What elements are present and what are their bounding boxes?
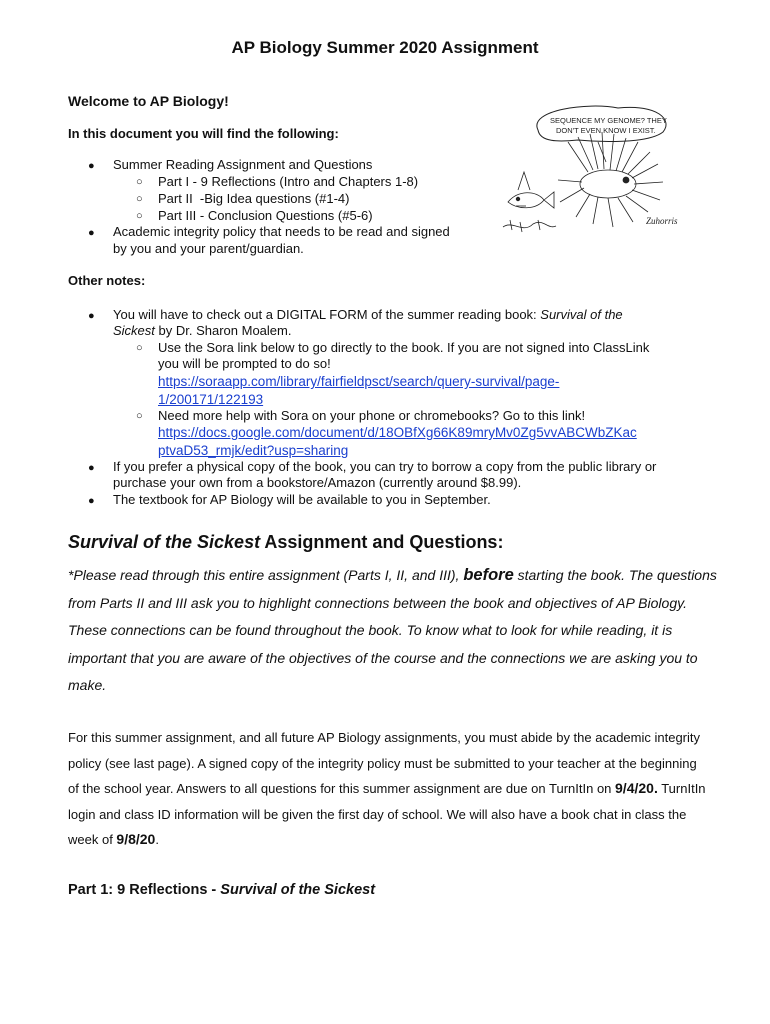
book-title-italic: Survival of the [540,307,623,322]
note1-author: by Dr. Sharon Moalem. [154,323,292,338]
intro-text-b: starting the book. The questions from Parts II and III ask you to highlight connections between the book and objectives of AP Biology. These connections can be found throughout the book. To know what to look for while reading, it is important that you are aware of the objectives of the course and the connections we are asking you to make. [68,567,717,693]
small-fish-drawing [508,172,554,208]
list-item: The textbook for AP Biology will be available to you in September. [113,492,491,507]
sora-link-line1[interactable]: https://soraapp.com/library/fairfieldpsct/search/query-survival/page- [158,374,560,389]
sketch-caption-line1: SEQUENCE MY GENOME? THEY [550,116,667,125]
list-item-continued: by you and your parent/guardian. [113,241,304,256]
note1-text: You will have to check out a DIGITAL FORM of the summer reading book: [113,307,541,322]
sora-link-line2[interactable]: 1/200171/122193 [158,392,264,407]
seafloor-drawing [503,220,556,232]
circle-bullet-icon: ○ [136,410,143,422]
welcome-heading: Welcome to AP Biology! [68,93,229,109]
circle-bullet-icon: ○ [136,193,143,205]
heading-book-title: Survival of the Sickest [68,532,261,552]
sketch-caption-line2: DON'T EVEN KNOW I EXIST. [556,126,656,135]
list-item: Part I - 9 Reflections (Intro and Chapters 1-8) [158,174,419,189]
heading-rest: Assignment and Questions: [260,532,504,552]
assignment-intro [68,562,718,700]
lionfish-drawing [558,132,663,227]
bubble-tail [598,142,606,162]
google-docs-link-line1[interactable]: https://docs.google.com/document/d/18OBfXg66K89mryMv0Zg5vvABCWbZKac [158,425,637,440]
book-chat-date: 9/8/20 [116,831,156,847]
list-item: Academic integrity policy that needs to be read and signed [113,224,450,239]
para-text-b: TurnItIn login and class ID information will be given the first day of school. We will also have a book chat in class the week of [68,781,706,847]
due-date: 9/4/20. [615,780,658,796]
para-text-c: . [155,832,159,847]
other-notes-heading: Other notes: [68,273,146,288]
bullet-icon: ● [88,310,95,322]
list-item-continued [113,323,291,340]
list-item: Summer Reading Assignment and Questions [113,157,373,172]
circle-bullet-icon: ○ [136,176,143,188]
circle-bullet-icon: ○ [136,342,143,354]
list-item: Part III - Conclusion Questions (#5-6) [158,208,373,223]
part1-heading [68,882,375,898]
artist-signature: Zuhorris [646,216,678,226]
list-item [113,307,713,324]
bullet-icon: ● [88,462,95,474]
list-item-continued: you will be prompted to do so! [158,356,331,371]
google-docs-link-line2[interactable]: ptvaD53_rmjk/edit?usp=sharing [158,443,349,458]
list-item: Use the Sora link below to go directly to the book. If you are not signed into ClassLink [158,340,650,355]
list-item: Part II -Big Idea questions (#1-4) [158,191,350,206]
circle-bullet-icon: ○ [136,210,143,222]
assignment-heading [68,532,503,553]
list-item: If you prefer a physical copy of the book, you can try to borrow a copy from the public library or [113,459,657,474]
contents-intro: In this document you will find the following: [68,126,339,141]
list-item-continued: purchase your own from a bookstore/Amazon (currently around $8.99). [113,475,522,490]
intro-before-emphasis: before [463,566,514,584]
bullet-icon: ● [88,227,95,239]
google-docs-link[interactable] [158,424,637,460]
integrity-paragraph [68,725,708,853]
cartoon-sketch-illustration [498,102,693,247]
intro-text-a: *Please read through this entire assignment (Parts I, II, and III), [68,567,464,583]
part1-book-title: Survival of the Sickest [220,882,376,898]
document-title: AP Biology Summer 2020 Assignment [231,38,539,57]
bullet-icon: ● [88,495,95,507]
part1-label: Part 1: 9 Reflections - [68,882,221,898]
list-item: Need more help with Sora on your phone or chromebooks? Go to this link! [158,408,586,423]
para-text-a: For this summer assignment, and all future AP Biology assignments, you must abide by the academic integrity policy (see last page). A signed copy of the integrity policy must be submitted to your teacher at the beginning of the school year. Answers to all questions for this summer assignment are due on TurnItIn on [68,730,701,796]
bullet-icon: ● [88,160,95,172]
book-title-italic: Sickest [113,323,155,338]
sora-link[interactable] [158,373,559,409]
